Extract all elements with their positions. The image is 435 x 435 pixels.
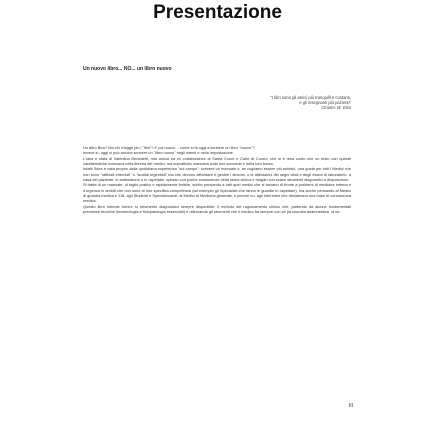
paragraph: L'idea è stata di Valentina Benedetti, mia amica ed ex collaboratrice al Santa Croce e Carle di Cuneo, che si è resa conto che un testo con queste caratteristiche mancava nella libreria dei medici; ma soprattutto mancava sulla loro scrivania e nella loro borsa.	[83, 155, 351, 167]
page-number: III	[348, 403, 353, 409]
paragraph: Infatti l'idea è nata proprio dalla quotidiana esperienza "sul campo": scrivere un manuale o, se vogliamo essere più enfatici, una guida per tutti i Medici che non sono "raffinati internisti" o "scafati urgentisti" ma che devono affrontare e gestire i sintomi, o le alterazioni dei segni vitali e degli esami di laboratorio, a casa del paziente, in ambulatorio o in ospedale, spesso con poche conoscenze della storia clinica e magari con scarsi strumenti diagnostici a disposizione.	[83, 166, 351, 183]
paragraph: Si tratta di un manuale, di taglio pratico e rapidamente fruibile, scritto pensando a tutti quei medici che si trovano di fronte a problemi di medicina interna e d'urgenza in ambiti che non sono di loro specifica competenza (ad esempio gli Specialisti che fanno le guardie in ospedale), ma anche pensando ai Medici di guardia medica e 118, agli Studenti e Specializzandi, ai Medici di Medicina generale, e perché no, agli Infermieri che desiderano una base di conoscenza medica.	[83, 182, 351, 204]
epigraph-line: e gli insegnanti più pazienti"	[299, 100, 351, 106]
paragraph: Un altro libro? Ma chi li legge più i "libri"? E poi nuovo… come si fa oggi a scrivere un libro "nuovo"?	[83, 145, 255, 150]
body-text	[83, 145, 351, 214]
page-title: Presentazione	[153, 2, 282, 23]
paragraph: Questo libro intende fornire lo strumento diagnostico sempre disponibile: il metodo del ragionamento clinico che, partendo da alcune fondamentali premesse teoriche (terminologia e fisiopatologia essenziali) e utilizzando gli strumenti che il medico ha sempre con sé (la raccolta anamnestica, la mi-	[83, 203, 351, 215]
epigraph	[171, 95, 351, 111]
section-subtitle: Un nuovo libro... NO... un libro nuovo	[83, 66, 172, 72]
epigraph-line: "I libri sono gli amici più tranquilli e costanti,	[270, 95, 351, 100]
paragraph: Invece sì, oggi si può ancora scrivere un "libro nuovo" negli intenti e nella impostazione.	[83, 150, 234, 156]
epigraph-author: Charles W. Eliot	[321, 105, 351, 111]
